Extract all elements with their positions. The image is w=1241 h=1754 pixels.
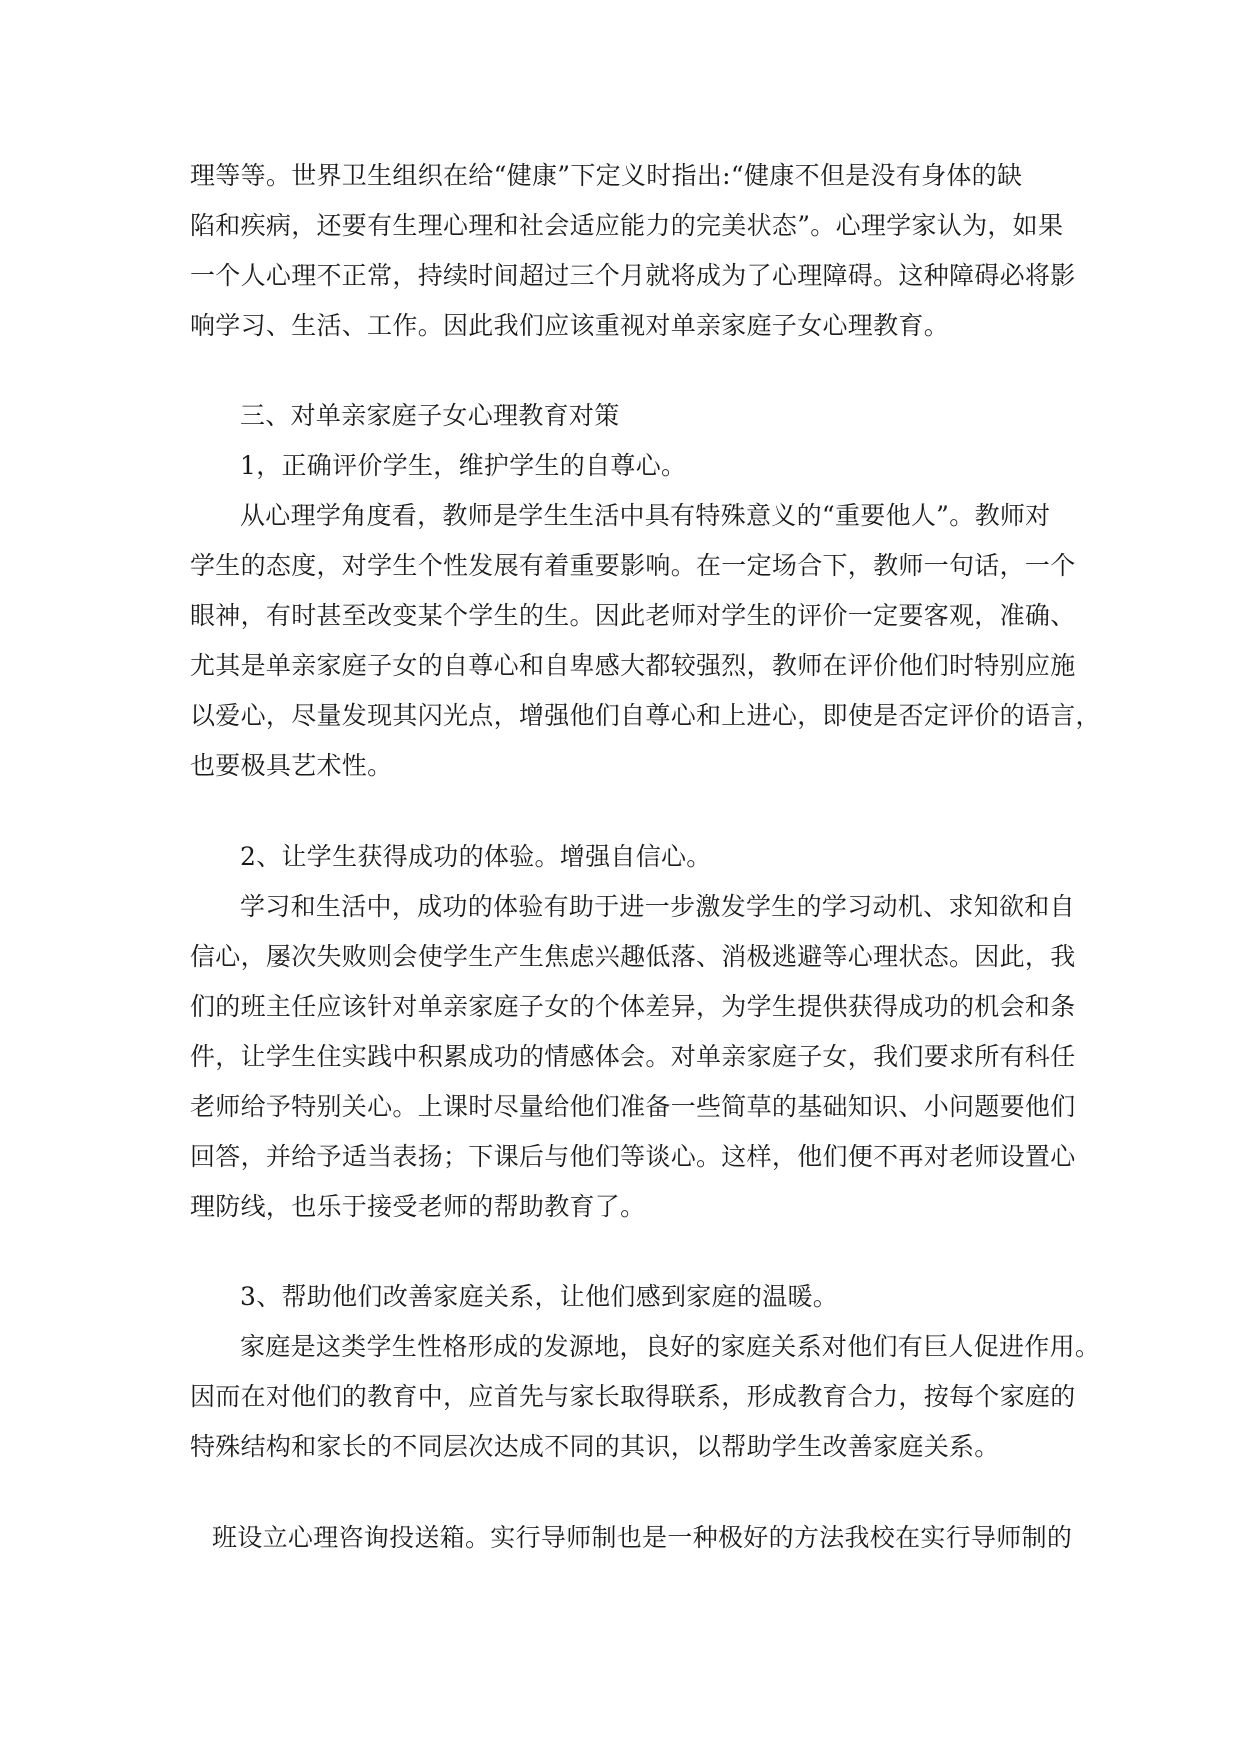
paragraph-line: 们的班主任应该针对单亲家庭子女的个体差异，为学生提供获得成功的机会和条 — [190, 992, 1076, 1021]
paragraph-line: 眼神，有时甚至改变某个学生的生。因此老师对学生的评价一定要客观，准确、 — [190, 601, 1076, 630]
paragraph-line: 班设立心理咨询投送箱。实行导师制也是一种极好的方法我校在实行导师制的 — [212, 1523, 1073, 1552]
paragraph-line: 响学习、生活、工作。因此我们应该重视对单亲家庭子女心理教育。 — [190, 311, 950, 340]
paragraph-line: 特殊结构和家长的不同层次达成不同的其识，以帮助学生改善家庭关系。 — [190, 1432, 1000, 1461]
paragraph-line: 件，让学生住实践中积累成功的情感体会。对单亲家庭子女，我们要求所有科任 — [190, 1042, 1076, 1071]
paragraph-line: 学生的态度，对学生个性发展有着重要影响。在一定场合下，教师一句话，一个 — [190, 551, 1076, 580]
paragraph-line: 也要极具艺术性。 — [190, 751, 393, 780]
paragraph-line: 以爱心，尽量发现其闪光点，增强他们自尊心和上进心，即使是否定评价的语言， — [190, 701, 1101, 730]
paragraph-line: 尤其是单亲家庭子女的自尊心和自卑感大都较强烈，教师在评价他们时特别应施 — [190, 651, 1076, 680]
paragraph-line: 信心，屡次失败则会使学生产生焦虑兴趣低落、消极逃避等心理状态。因此，我 — [190, 942, 1076, 971]
item-heading: 3、帮助他们改善家庭关系，让他们感到家庭的温暖。 — [240, 1282, 839, 1311]
paragraph-line: 陷和疾病，还要有生理心理和社会适应能力的完美状态”。心理学家认为，如果 — [190, 211, 1064, 240]
paragraph-line: 一个人心理不正常，持续时间超过三个月就将成为了心理障碍。这种障碍必将影 — [190, 261, 1076, 290]
paragraph-line: 老师给予特别关心。上课时尽量给他们准备一些简草的基础知识、小问题要他们 — [190, 1092, 1076, 1121]
paragraph-line: 回答，并给予适当表扬；下课后与他们等谈心。这样，他们便不再对老师设置心 — [190, 1142, 1076, 1171]
paragraph-line: 理等等。世界卫生组织在给“健康”下定义时指出:“健康不但是没有身体的缺 — [190, 161, 1023, 190]
paragraph-line: 家庭是这类学生性格形成的发源地，良好的家庭关系对他们有巨人促进作用。 — [240, 1332, 1101, 1361]
item-heading: 2、让学生获得成功的体验。增强自信心。 — [240, 842, 712, 871]
paragraph-line: 理防线，也乐于接受老师的帮助教育了。 — [190, 1192, 646, 1221]
item-heading: 1，正确评价学生，维护学生的自尊心。 — [240, 451, 687, 480]
paragraph-line: 从心理学角度看，教师是学生生活中具有特殊意义的“重要他人”。教师对 — [240, 501, 1051, 530]
paragraph-line: 学习和生活中，成功的体验有助于进一步激发学生的学习动机、求知欲和自 — [240, 892, 1075, 921]
paragraph-line: 因而在对他们的教育中，应首先与家长取得联系，形成教育合力，按每个家庭的 — [190, 1382, 1076, 1411]
section-heading: 三、对单亲家庭子女心理教育对策 — [240, 401, 620, 430]
